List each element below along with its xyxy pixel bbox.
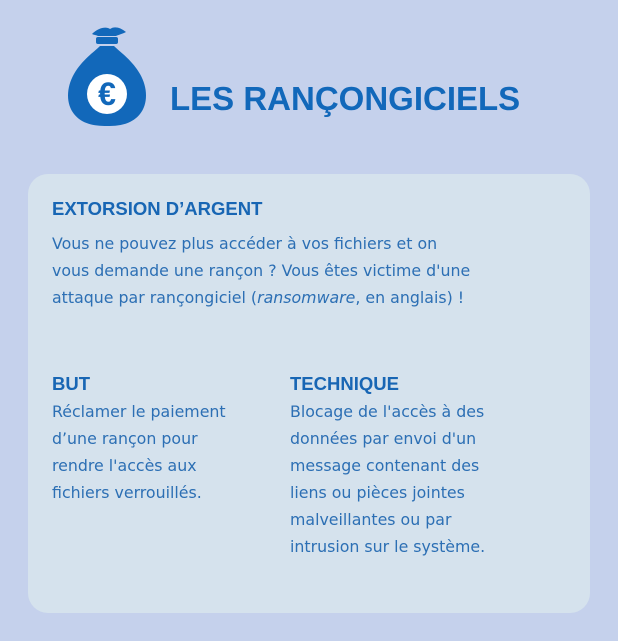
- extortion-line-end: , en anglais) !: [355, 288, 465, 307]
- goal-line: d’une rançon pour: [52, 429, 198, 448]
- extortion-description: [52, 230, 470, 311]
- goal-line: Réclamer le paiement: [52, 402, 226, 421]
- technique-description: [290, 398, 485, 560]
- technique-line: intrusion sur le système.: [290, 537, 486, 556]
- extortion-line: Vous ne pouvez plus accéder à vos fichiers et on: [52, 234, 438, 253]
- extortion-heading: EXTORSION D’ARGENT: [52, 198, 263, 219]
- technique-line: liens ou pièces jointes: [290, 483, 465, 502]
- technique-line: Blocage de l'accès à des: [290, 402, 485, 421]
- goal-line: fichiers verrouillés.: [52, 483, 202, 502]
- info-card: [28, 174, 590, 613]
- extortion-line: vous demande une rançon ? Vous êtes victime d'une: [52, 261, 471, 280]
- extortion-line: [52, 284, 470, 311]
- technique-line: données par envoi d'un: [290, 429, 477, 448]
- goal-line: rendre l'accès aux: [52, 456, 197, 475]
- euro-symbol: €: [98, 76, 116, 112]
- technique-heading: TECHNIQUE: [290, 373, 399, 394]
- technique-line: message contenant des: [290, 456, 480, 475]
- page-title: LES RANÇONGICIELS: [170, 80, 521, 117]
- technique-line: malveillantes ou par: [290, 510, 452, 529]
- money-bag-euro-icon: [62, 24, 152, 128]
- ransomware-term: ransomware: [257, 288, 356, 307]
- extortion-line-start: attaque par rançongiciel (: [52, 288, 258, 307]
- goal-heading: BUT: [52, 373, 91, 394]
- goal-description: [52, 398, 226, 506]
